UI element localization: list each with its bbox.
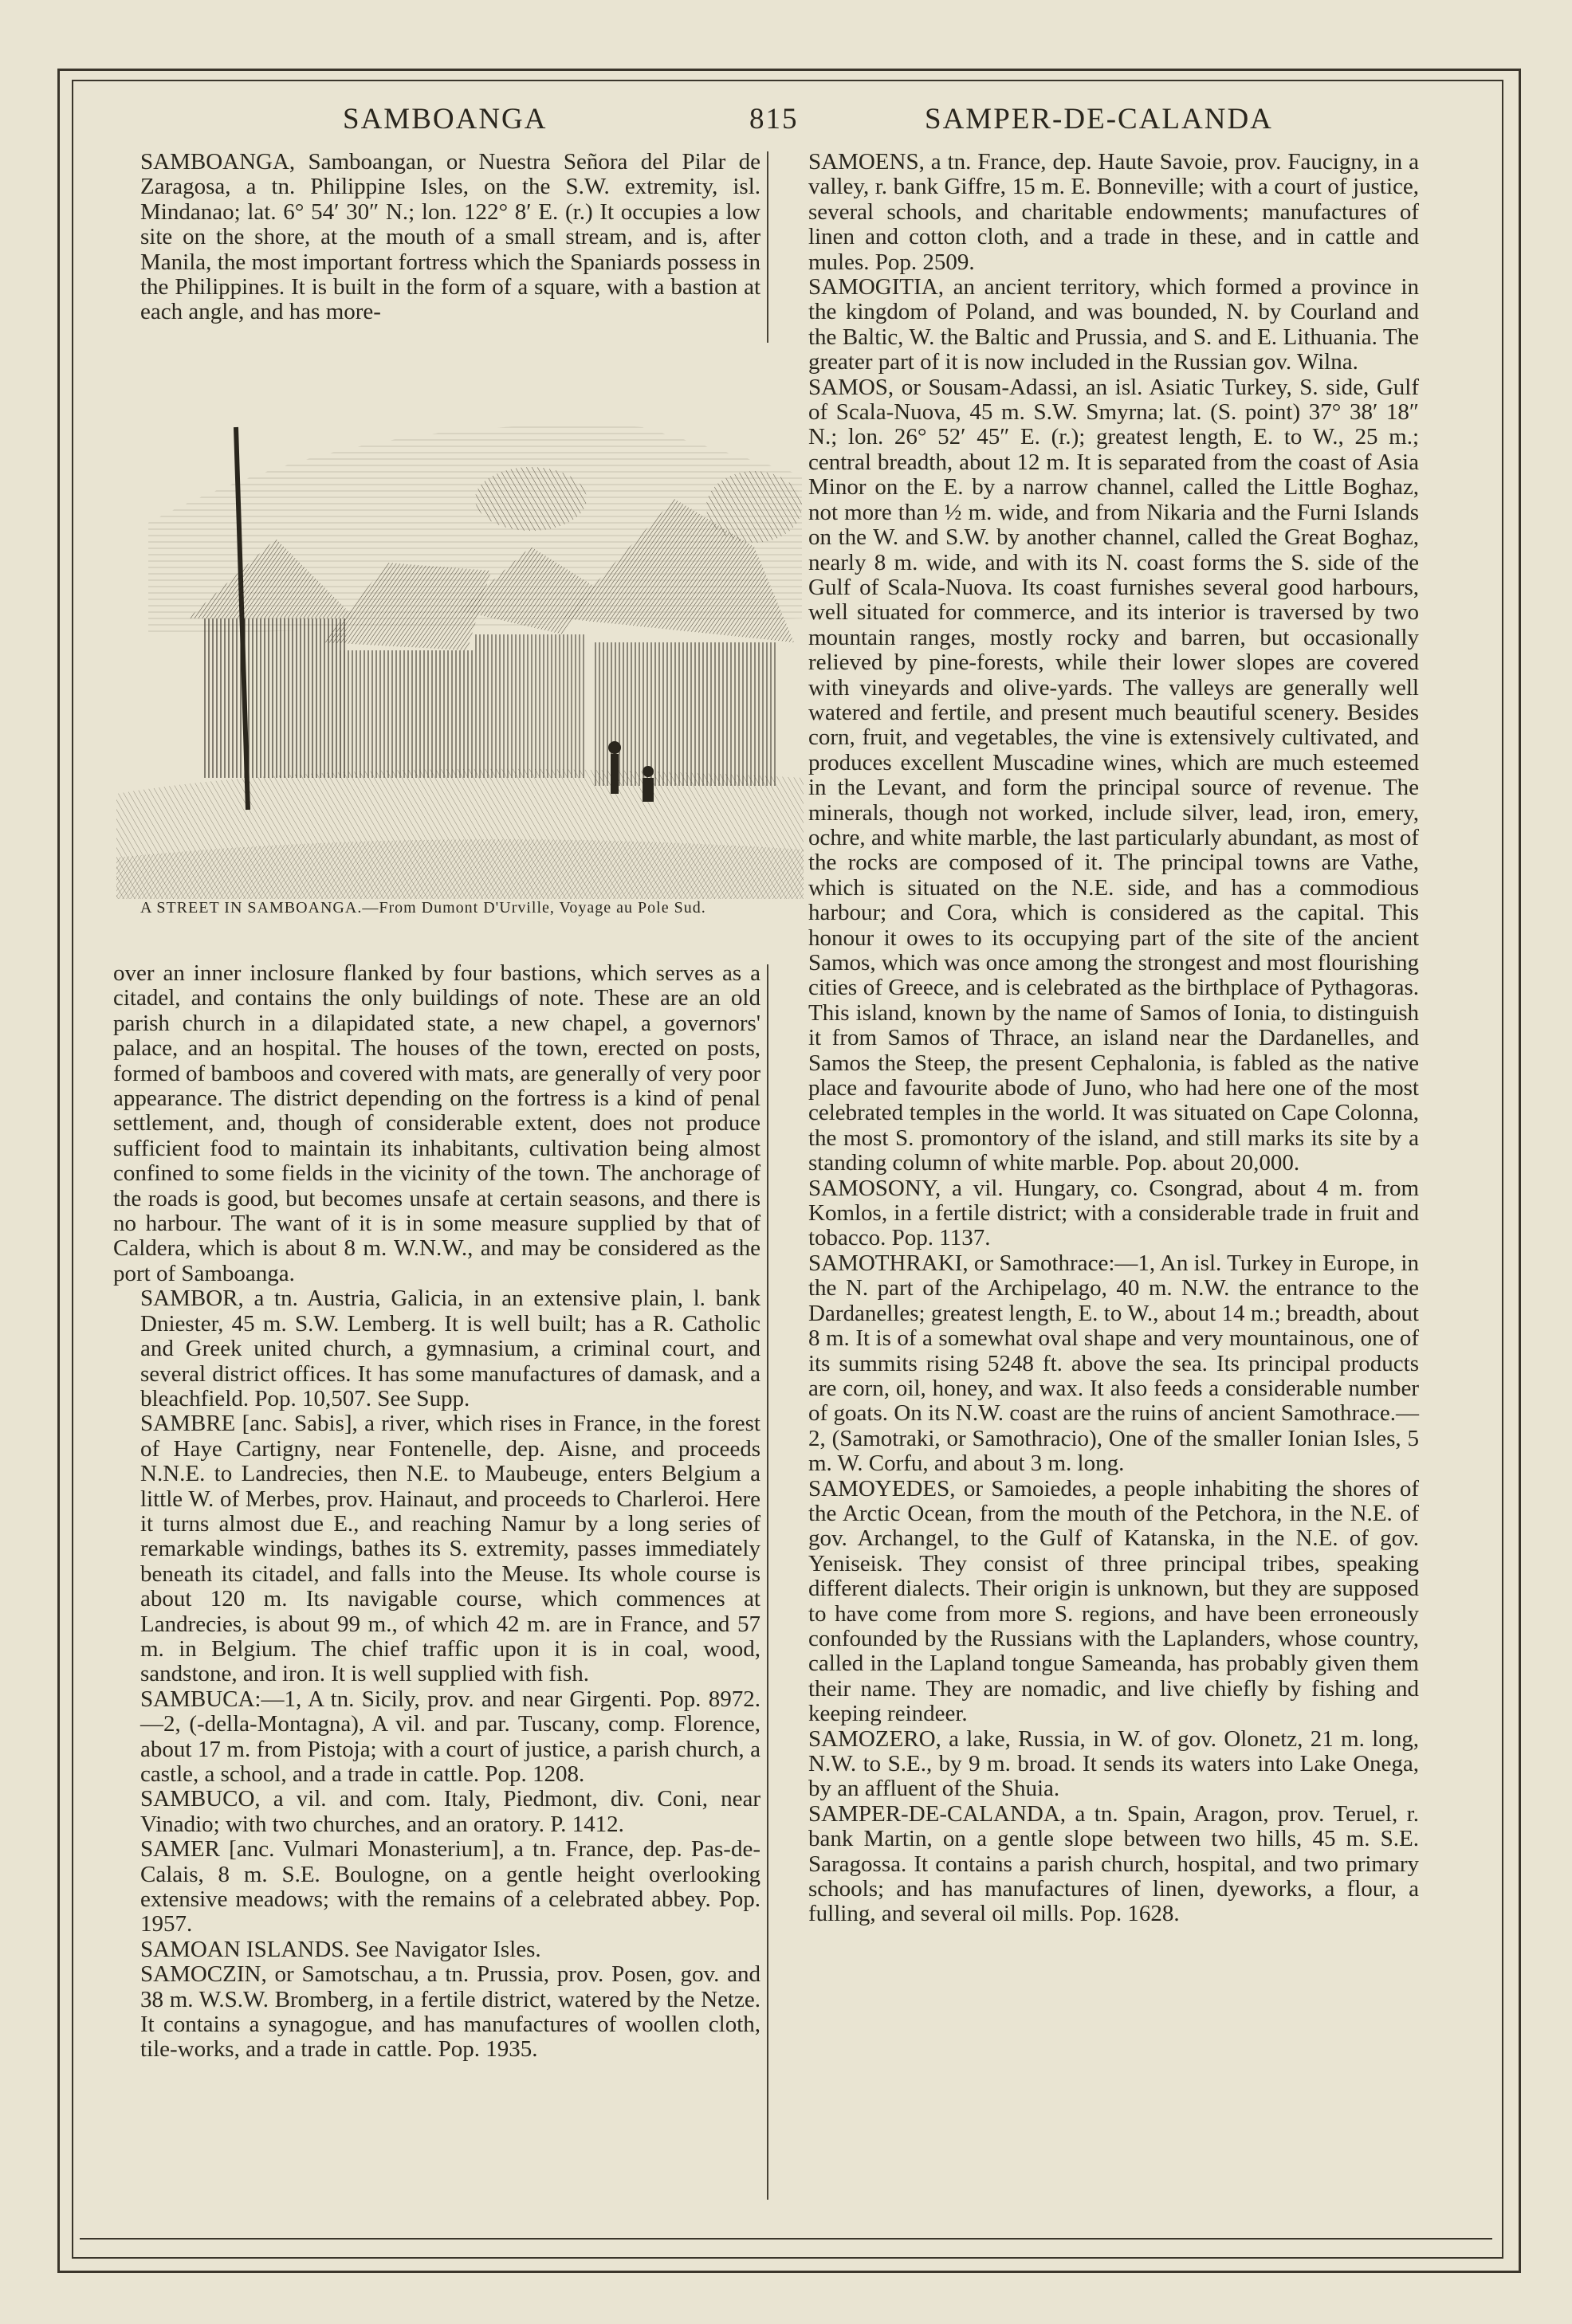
entry-sambuco: SAMBUCO, a vil. and com. Italy, Piedmont, div. Coni, near Vinadio; with two churches, and an oratory. P. 1412. [140, 1786, 760, 1837]
entry-samoyedes: SAMOYEDES, or Samoiedes, a people inhabiting the shores of the Arctic Ocean, from the mouth of the Petchora, in the N.E. of gov. Archangel, to the Gulf of Katanska, in the N.E. of gov. Yeniseisk. They consist of three principal tribes, speaking different dialects. Their origin is unknown, but they are supposed to have come from more S. regions, and have been erroneously confounded by the Russians with the Laplanders, whose country, called in the Lapland tongue Sameanda, has probably given them their name. They are nomadic, and live chiefly by fishing and keeping reindeer. [808, 1475, 1419, 1727]
entry-sambre: SAMBRE [anc. Sabis], a river, which rises in France, in the forest of Haye Cartigny, near Fontenelle, dep. Aisne, and proceeds N.N.E. to Landrecies, then N.E. to Maubeuge, enters Belgium a little W. of Merbes, prov. Hainaut, and proceeds to Charleroi. Here it turns almost due E., and reaching Namur by a long series of remarkable windings, bathes its S. extremity, passes immediately beneath its citadel, and falls into the Meuse. Its whole course is about 120 m. Its navigable course, which commences at Landrecies, is about 99 m., of which 42 m. are in France, and 57 m. in Belgium. The chief traffic upon it is in coal, wood, sandstone, and iron. It is well supplied with fish. [140, 1411, 760, 1687]
figure-caption: A STREET IN SAMBOANGA.—From Dumont D'Urville, Voyage au Pole Sud. [140, 899, 706, 917]
entry-samos: SAMOS, or Sousam-Adassi, an isl. Asiatic Turkey, S. side, Gulf of Scala-Nuova, 45 m. S.W. Smyrna; lat. (S. point) 37° 38′ 18″ N.; lon. 26° 52′ 45″ E. (r.); greatest length, E. to W., 25 m.; central breadth, about 12 m. It is separated from the coast of Asia Minor on the E. by a narrow channel, called the Little Boghaz, not more than ½ m. wide, and from Nikaria and the Furni Islands on the W. and S.W. by another channel, called the Great Boghaz, nearly 8 m. wide, and with its N. coast forms the S. side of the Gulf of Scala-Nuova. Its coast furnishes several good harbours, well situated for commerce, and its interior is traversed by two mountain ranges, mostly rocky and barren, but occasionally relieved by pine-forests, while their lower slopes are covered with vineyards and olive-yards. The valleys are generally well watered and fertile, and present much beautiful scenery. Besides corn, fruit, and vegetables, the vine is extensively cultivated, and produces excellent Muscadine wines, which are much esteemed in the Levant, and form the principal source of revenue. The minerals, though not worked, include silver, lead, iron, emery, ochre, and white marble, the last particularly abundant, as most of the rocks are composed of it. The principal towns are Vathe, which is situated on the N.E. side, and has a commodious harbour; and Cora, which is considered as the capital. This honour it owes to its occupying part of the site of the ancient Samos, which was once among the strongest and most flourishing cities of Greece, and is celebrated as the birthplace of Pythagoras. This island, known by the name of Samos of Ionia, to distinguish it from Samos of Thrace, an island near the Dardanelles, and Samos the Steep, the present Cephalonia, is fabled as the native place and favourite abode of Juno, who had here one of the most celebrated temples in the world. It was situated on Cape Colonna, the most S. promontory of the island, and still marks its site by a standing column of white marble. Pop. about 20,000. [808, 374, 1419, 1176]
column-rule-main [767, 964, 768, 2200]
right-column-entries [781, 150, 1419, 1927]
entry-samer: SAMER [anc. Vulmari Monasterium], a tn. France, dep. Pas-de-Calais, 8 m. S.E. Boulogne, on a gentle height overlooking extensive meadows; with the remains of a celebrated abbey. Pop. 1957. [140, 1836, 760, 1937]
header-left-word: SAMBOANGA [343, 103, 548, 135]
entry-sambuca: SAMBUCA:—1, A tn. Sicily, prov. and near Girgenti. Pop. 8972.—2, (-della-Montagna), A vil. and par. Tuscany, comp. Florence, about 17 m. from Pistoja; with a court of justice, a parish church, a castle, a school, and a trade in cattle. Pop. 1208. [140, 1686, 760, 1787]
entry-samogitia: SAMOGITIA, an ancient territory, which formed a province in the kingdom of Poland, and was bounded, N. by Courland and the Baltic, W. the Baltic and Prussia, and S. and E. Lithuania. The greater part of it is now included in the Russian gov. Wilna. [808, 274, 1419, 375]
header-right-word: SAMPER-DE-CALANDA [925, 103, 1273, 135]
entry-samboanga-continued: over an inner inclosure flanked by four bastions, which serves as a citadel, and contains the only buildings of note. These are an old parish church in a dilapidated state, a new chapel, a governors' palace, and an hospital. The houses of the town, erected on posts, formed of bamboos and covered with mats, are generally of very poor appearance. The district depending on the fortress is a kind of penal settlement, and, though of considerable extent, does not produce sufficient food to maintain its inhabitants, cultivation being almost confined to some fields in the vicinity of the town. The anchorage of the roads is good, but becomes unsafe at certain seasons, and there is no harbour. The want of it is in some measure supplied by that of Caldera, which is about 8 m. W.N.W., and may be considered as the port of Samboanga. [113, 960, 760, 1286]
entry-samoens: SAMOENS, a tn. France, dep. Haute Savoie, prov. Faucigny, in a valley, r. bank Giffre, 15 m. E. Bonneville; with a court of justice, several schools, and charitable endowments; manufactures of linen and cotton cloth, and a trade in these, and in cattle and mules. Pop. 2509. [808, 149, 1419, 275]
left-column-entries [113, 961, 760, 2063]
street-engraving-illustration [116, 379, 804, 899]
page-number: 815 [749, 103, 799, 135]
entry-samper-de-calanda: SAMPER-DE-CALANDA, a tn. Spain, Aragon, prov. Teruel, r. bank Martin, on a gentle slope between two hills, 45 m. S.E. Saragossa. It contains a parish church, hospital, and two primary schools; and has manufactures of linen, dyeworks, a flour, a fulling, and several oil mills. Pop. 1628. [808, 1800, 1419, 1927]
entry-samboanga [113, 150, 760, 325]
entry-text: SAMBOANGA, Samboangan, or Nuestra Señora del Pilar de Zaragosa, a tn. Philippine Isles, on the S.W. extremity, isl. Mindanao; lat. 6° 54′ 30″ N.; lon. 122° 8′ E. (r.) It occupies a low site on the shore, at the mouth of a small stream, and is, after Manila, the most important fortress which the Spaniards possess in the Philippines. It is built in the form of a square, with a bastion at each angle, and has more- [140, 149, 760, 325]
entry-samothraki: SAMOTHRAKI, or Samothrace:—1, An isl. Turkey in Europe, in the N. part of the Archipelago, 40 m. N.W. the entrance to the Dardanelles; greatest length, E. to W., about 14 m.; breadth, about 8 m. It is of a somewhat oval shape and very mountainous, one of its summits rising 5248 ft. above the sea. Its principal products are corn, oil, honey, and wax. It also feeds a considerable number of goats. On its N.W. coast are the ruins of ancient Samothrace.—2, (Samotraki, or Samothracio), One of the smaller Ionian Isles, 5 m. W. Corfu, and about 3 m. long. [808, 1250, 1419, 1477]
bottom-rule [80, 2238, 1492, 2240]
entry-samoan-islands: SAMOAN ISLANDS. See Navigator Isles. [140, 1936, 541, 1962]
running-header [112, 102, 1467, 147]
column-rule-top [767, 151, 768, 343]
entry-sambor: SAMBOR, a tn. Austria, Galicia, in an extensive plain, l. bank Dniester, 45 m. S.W. Lemberg. It is well built; has a R. Catholic and Greek united church, a gymnasium, a criminal court, and several district offices. It has some manufactures of damask, and a bleachfield. Pop. 10,507. See Supp. [140, 1286, 760, 1411]
entry-samozero: SAMOZERO, a lake, Russia, in W. of gov. Olonetz, 21 m. long, N.W. to S.E., by 9 m. broad. It sends its waters into Lake Onega, by an affluent of the Shuia. [808, 1725, 1419, 1802]
entry-samosony: SAMOSONY, a vil. Hungary, co. Csongrad, about 4 m. from Komlos, in a fertile district; with a considerable trade in fruit and tobacco. Pop. 1137. [808, 1175, 1419, 1251]
entry-samoczin: SAMOCZIN, or Samotschau, a tn. Prussia, prov. Posen, gov. and 38 m. W.S.W. Bromberg, in a fertile district, watered by the Netze. It contains a synagogue, and has manufactures of woollen cloth, tile-works, and a trade in cattle. Pop. 1935. [140, 1961, 760, 2063]
